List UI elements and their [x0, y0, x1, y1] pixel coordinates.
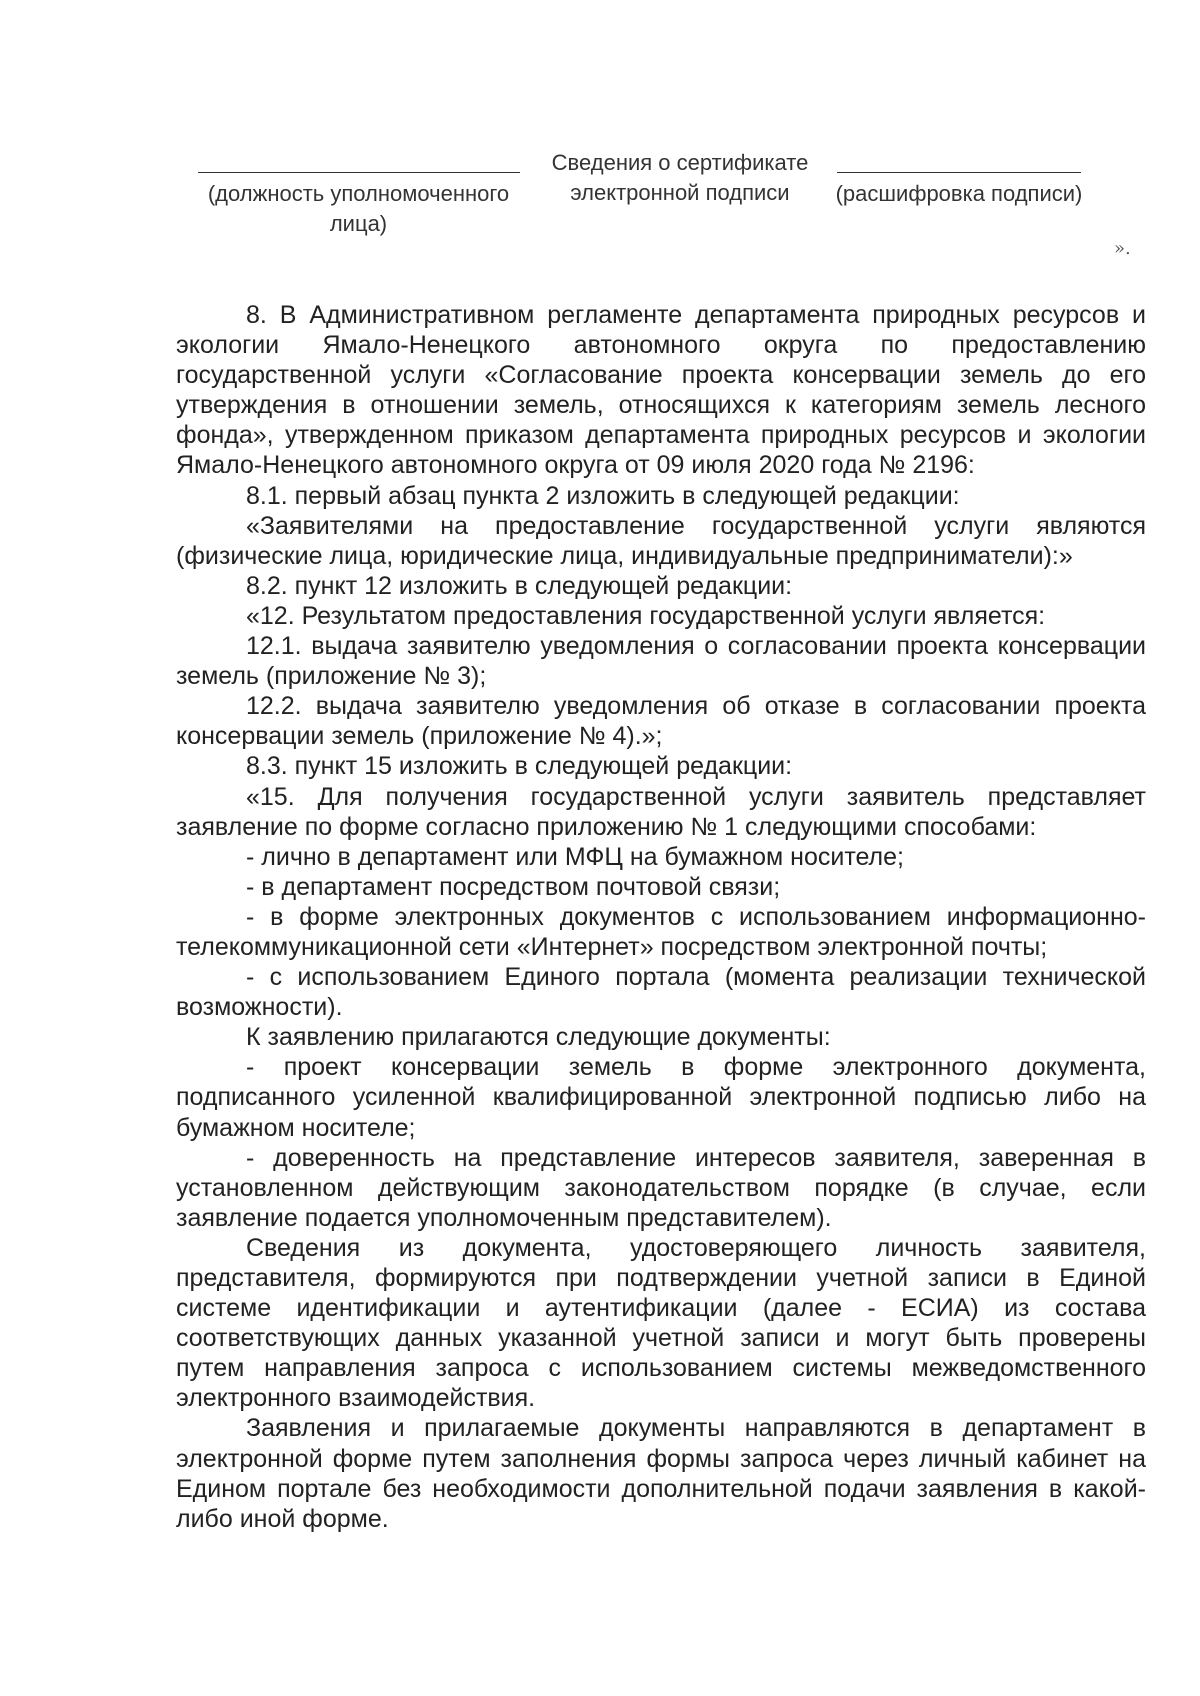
- paragraph-12-2: 12.2. выдача заявителю уведомления об отказе в согласовании проекта консервации земель (приложение № 4).»;: [176, 692, 1146, 751]
- paragraph-8-1: 8.1. первый абзац пункта 2 изложить в следующей редакции:: [246, 481, 960, 510]
- list-item-project: - проект консервации земель в форме электронного документа, подписанного усиленной квалифицированной электронной подписью либо на бумажном носителе;: [176, 1053, 1146, 1142]
- document-body: [176, 300, 1146, 1534]
- list-item-power-of-attorney: - доверенность на представление интересов заявителя, заверенная в установленном действующим законодательством порядке (в случае, если заявление подается уполномоченным представителем).: [176, 1143, 1146, 1232]
- signature-decoding-column: [834, 150, 1084, 209]
- signature-position-column: [186, 150, 531, 239]
- paragraph-8-3: 8.3. пункт 15 изложить в следующей редакции:: [246, 752, 793, 781]
- paragraph-8-2: 8.2. пункт 12 изложить в следующей редакции:: [246, 571, 793, 600]
- signature-decoding-label: (расшифровка подписи): [835, 181, 1083, 206]
- paragraph-applicants: «Заявителями на предоставление государственной услуги являются (физические лица, юридические лица, индивидуальные предприниматели):»: [176, 511, 1146, 570]
- paragraph-12: «12. Результатом предоставления государственной услуги является:: [246, 601, 1046, 630]
- signature-certificate-label: Сведения о сертификате электронной подписи: [551, 150, 809, 205]
- paragraph-15: «15. Для получения государственной услуги заявитель представляет заявление по форме согласно приложению № 1 следующими способами:: [176, 782, 1146, 841]
- paragraph-electronic-submission: Заявления и прилагаемые документы направляются в департамент в электронной форме путем заполнения формы запроса через личный кабинет на Едином портале без необходимости дополнительной подачи заявления в какой-либо иной форме.: [176, 1414, 1146, 1533]
- signature-decoding-line: [837, 172, 1081, 173]
- signature-position-label: (должность уполномоченного лица): [207, 181, 510, 236]
- paragraph-12-1: 12.1. выдача заявителю уведомления о согласовании проекта консервации земель (приложение № 3);: [176, 632, 1146, 691]
- list-item-in-person: - лично в департамент или МФЦ на бумажном носителе;: [246, 842, 904, 871]
- paragraph-esia: Сведения из документа, удостоверяющего личность заявителя, представителя, формируются при подтверждении учетной записи в Единой системе идентификации и аутентификации (далее - ЕСИА) из состава соответствующих данных указанной учетной записи и могут быть проверены путем направления запроса с использованием системы межведомственного электронного взаимодействия.: [176, 1233, 1146, 1413]
- signature-certificate-column: [542, 148, 818, 208]
- closing-quote-mark: ».: [1114, 238, 1131, 259]
- list-item-postal: - в департамент посредством почтовой связи;: [246, 872, 781, 901]
- list-item-portal: - с использованием Единого портала (момента реализации технической возможности).: [176, 963, 1146, 1022]
- paragraph-item-8: 8. В Административном регламенте департамента природных ресурсов и экологии Ямало-Ненецкого автономного округа по предоставлению государственной услуги «Согласование проекта консервации земель до его утверждения в отношении земель, относящихся к категориям земель лесного фонда», утвержденном приказом департамента природных ресурсов и экологии Ямало-Ненецкого автономного округа от 09 июля 2020 года № 2196:: [176, 301, 1146, 480]
- signature-position-line: [198, 172, 520, 173]
- list-item-email: - в форме электронных документов с использованием информационно-телекоммуникационной сети «Интернет» посредством электронной почты;: [176, 902, 1146, 961]
- paragraph-attachments: К заявлению прилагаются следующие документы:: [246, 1023, 831, 1052]
